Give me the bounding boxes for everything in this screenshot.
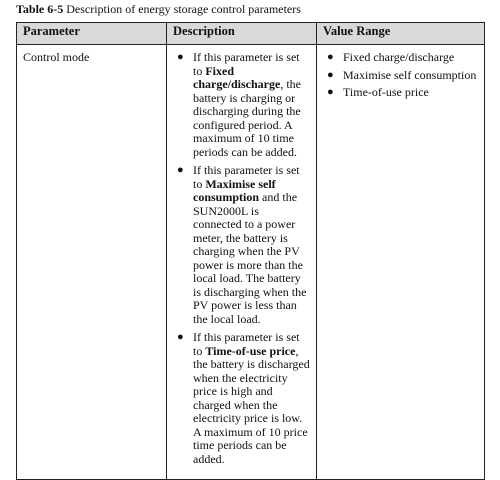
cell-parameter: Control mode <box>17 45 167 480</box>
table-number: Table 6-5 <box>16 2 64 16</box>
header-row <box>17 23 485 45</box>
cell-value-range <box>317 45 485 480</box>
mode-name: Fixed charge/discharge <box>193 63 281 91</box>
value-range-list <box>323 51 478 100</box>
bullet-icon: ● <box>327 68 334 81</box>
table-row <box>17 45 485 480</box>
header-value-range: Value Range <box>317 23 485 45</box>
mode-name: Maximise self consumption <box>193 176 276 204</box>
description-item-time-of-use: ● If this parameter is set to Time-of-use price, the battery is discharged when the electricity price is high and charged when the electricity price is low. A maximum of 10 price time periods can be added. <box>177 330 310 466</box>
bullet-icon: ● <box>327 51 334 63</box>
value-item: ● Fixed charge/discharge <box>327 50 455 64</box>
bullet-icon: ● <box>177 51 184 63</box>
mode-name: Time-of-use price <box>205 343 296 358</box>
value-item: ● Maximise self consumption <box>327 67 477 82</box>
parameter-table <box>16 22 485 480</box>
value-item: ● Time-of-use price <box>327 85 429 99</box>
table-caption-text: Description of energy storage control parameters <box>66 2 301 16</box>
header-description: Description <box>167 23 317 45</box>
description-item-fixed: ● If this parameter is set to Fixed charge/discharge, the battery is charging or discharging during the configured period. A maximum of 10 time periods can be added. <box>177 50 301 159</box>
table-caption <box>16 2 301 16</box>
cell-description <box>167 45 317 480</box>
bullet-icon: ● <box>177 164 184 176</box>
description-list <box>173 51 310 466</box>
bullet-icon: ● <box>327 86 334 98</box>
description-item-self-consumption: ● If this parameter is set to Maximise self consumption and the SUN2000L is connected to a power meter, the battery is charging when the PV power is more than the local load. The battery is discharging when the PV power is less than the local load. <box>177 163 307 326</box>
bullet-icon: ● <box>177 331 184 343</box>
header-parameter: Parameter <box>17 23 167 45</box>
